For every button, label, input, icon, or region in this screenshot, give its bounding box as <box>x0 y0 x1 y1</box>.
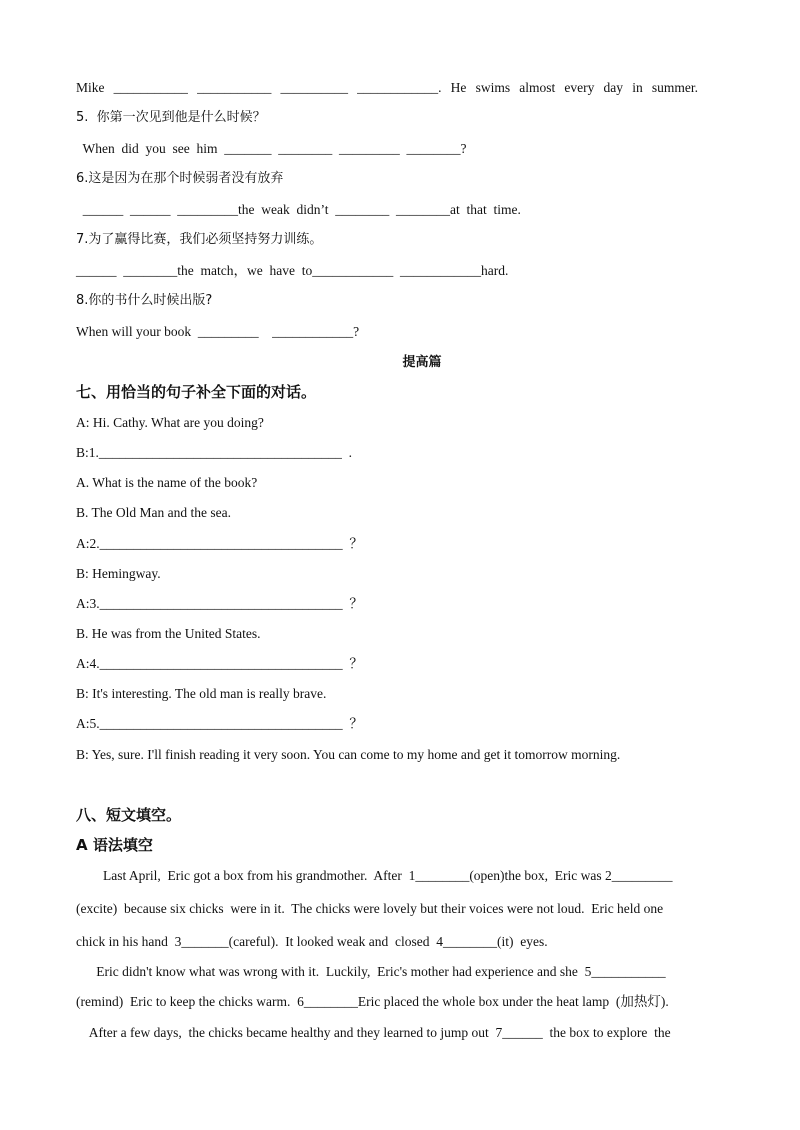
text-line: A:2.____________________________________ ？ <box>76 536 363 551</box>
text-line: ______ ________the match，we have to____________ ____________hard. <box>76 263 509 278</box>
text-line: Eric didn't know what was wrong with it. Luckily, Eric's mother had experience and she 5___________ <box>76 964 666 979</box>
text-line: A:5.____________________________________ ？ <box>76 716 363 731</box>
section-title: 提高篇 <box>402 355 442 370</box>
section-heading: A 语法填空 <box>76 836 153 854</box>
text-line: 5. 你第一次见到他是什么时候？ <box>76 110 266 125</box>
text-line: Mike ___________ ___________ __________ ____________. He swims almost every day in summer. <box>76 80 698 95</box>
text-line: 7.为了赢得比赛，我们必须坚持努力训练。 <box>76 232 323 247</box>
text-line: 6.这是因为在那个时候弱者没有放弃 <box>76 171 284 186</box>
text-line: When will your book _________ ____________? <box>76 324 360 339</box>
text-line: B: It's interesting. The old man is really brave. <box>76 686 327 701</box>
text-line: (remind) Eric to keep the chicks warm. 6________Eric placed the whole box under the heat lamp (加热灯). <box>76 994 669 1009</box>
section-heading: 七、用恰当的句子补全下面的对话。 <box>76 383 317 401</box>
text-line: When did you see him _______ ________ _________ ________? <box>76 141 467 156</box>
text-line: B:1.____________________________________ . <box>76 445 353 460</box>
text-line: B: Yes, sure. I'll finish reading it very soon. You can come to my home and get it tomorrow morning. <box>76 747 621 762</box>
text-line: A:3.____________________________________ ？ <box>76 596 363 611</box>
text-line: B: Hemingway. <box>76 566 161 581</box>
text-line: (excite) because six chicks were in it. The chicks were lovely but their voices were not loud. Eric held one <box>76 901 664 916</box>
text-line: ______ ______ _________the weak didn’t ________ ________at that time. <box>76 202 521 217</box>
text-line: B. He was from the United States. <box>76 626 261 641</box>
text-line: B. The Old Man and the sea. <box>76 505 231 520</box>
text-line: A. What is the name of the book? <box>76 475 258 490</box>
text-line: A:4.____________________________________ ？ <box>76 656 363 671</box>
text-line: chick in his hand 3_______(careful). It looked weak and closed 4________(it) eyes. <box>76 934 548 949</box>
text-line: 8.你的书什么时候出版? <box>76 293 213 308</box>
text-line: Last April, Eric got a box from his grandmother. After 1________(open)the box, Eric was 2_________ <box>76 868 673 883</box>
text-line: After a few days, the chicks became healthy and they learned to jump out 7______ the box to explore the <box>76 1025 671 1040</box>
text-line: A: Hi. Cathy. What are you doing? <box>76 415 264 430</box>
section-heading: 八、短文填空。 <box>76 806 182 824</box>
